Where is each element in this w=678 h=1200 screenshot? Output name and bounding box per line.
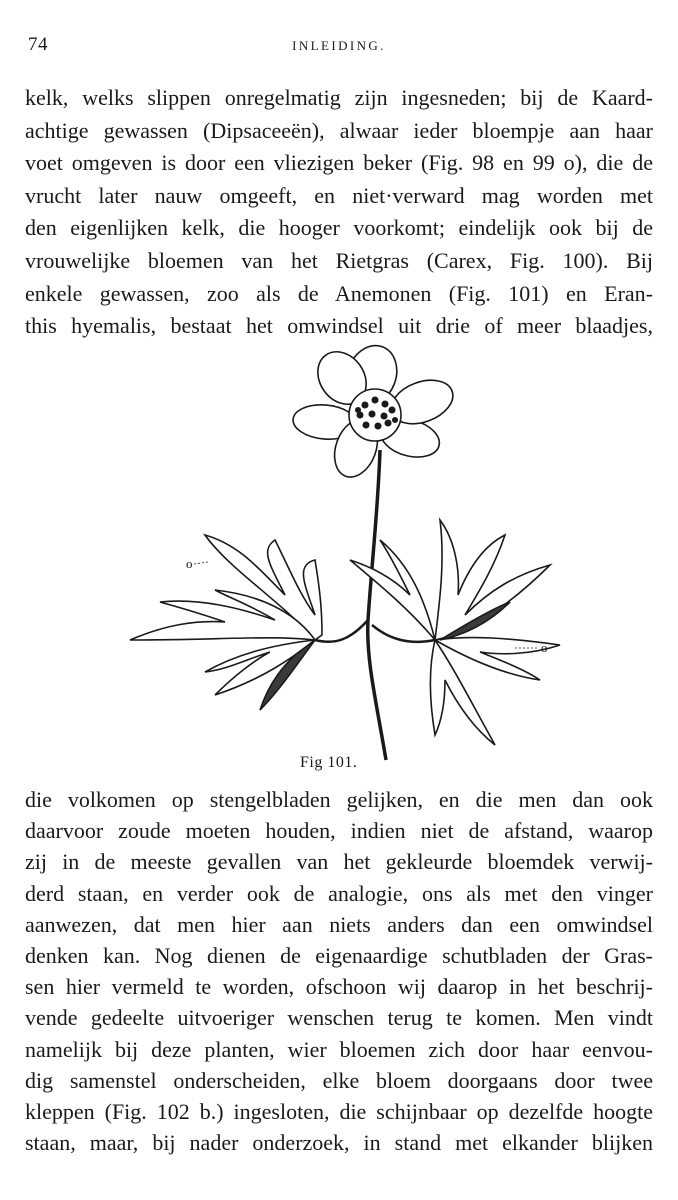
- text-line: derd staan, en verder ook de analogie, ons als met den vinger: [25, 880, 653, 906]
- text-line: aanwezen, dat men hier aan niets anders dan een omwindsel: [25, 911, 653, 937]
- text-line: enkele gewassen, zoo als de Anemonen (Fig. 101) en Eran-: [25, 280, 653, 306]
- text-line: daarvoor zoude moeten houden, indien niet de afstand, waarop: [25, 818, 653, 844]
- text-line: den eigenlijken kelk, die hooger voorkomt; eindelijk ook bij de: [25, 215, 653, 241]
- text-line: voet omgeven is door een vliezigen beker (Fig. 98 en 99 o), die de: [25, 150, 653, 176]
- text-line: vrouwelijke bloemen van het Rietgras (Carex, Fig. 100). Bij: [25, 247, 653, 273]
- flower-head: [292, 340, 459, 483]
- text-line: kelk, welks slippen onregelmatig zijn ingesneden; bij de Kaard-: [25, 85, 653, 110]
- text-line: vrucht later nauw omgeeft, en niet·verward mag worden met: [25, 182, 653, 208]
- text-line: achtige gewassen (Dipsaceeën), alwaar ieder bloempje aan haar: [25, 117, 653, 143]
- bottom-paragraph: [25, 784, 653, 1158]
- text-line: die volkomen op stengelbladen gelijken, en die men dan ook: [25, 787, 653, 812]
- text-line: denken kan. Nog dienen de eigenaardige schutbladen der Gras-: [25, 942, 653, 968]
- text-line: sen hier vermeld te worden, ofschoon wij daarop in het beschrij-: [25, 974, 653, 1000]
- text-line: this hyemalis, bestaat het omwindsel uit drie of meer blaadjes,: [25, 313, 653, 339]
- figure-label-right: o: [541, 640, 548, 655]
- running-title: INLEIDING.: [292, 38, 386, 53]
- text-line: dig samenstel onderscheiden, elke bloem doorgaans door twee: [25, 1067, 653, 1093]
- text-line: zij in de meeste gevallen van het gekleurde bloemdek verwij-: [25, 849, 653, 875]
- text-line: vende gedeelte uitvoeriger wenschen terug te komen. Men vindt: [25, 1005, 653, 1031]
- text-line: namelijk bij deze planten, wier bloemen zich door haar eenvou-: [25, 1036, 653, 1062]
- anemone-plant-drawing: [110, 340, 570, 770]
- figure-caption: Fig 101.: [300, 754, 358, 771]
- left-leaf-whorl: [130, 535, 322, 710]
- text-line: kleppen (Fig. 102 b.) ingesloten, die schijnbaar op dezelfde hoogte: [25, 1098, 653, 1124]
- top-paragraph: [25, 82, 653, 343]
- page-number: 74: [28, 34, 48, 55]
- anemone-illustration: [110, 340, 570, 770]
- figure-label-left: o: [186, 556, 193, 571]
- text-line: staan, maar, bij nader onderzoek, in stand met elkander blijken: [25, 1130, 653, 1156]
